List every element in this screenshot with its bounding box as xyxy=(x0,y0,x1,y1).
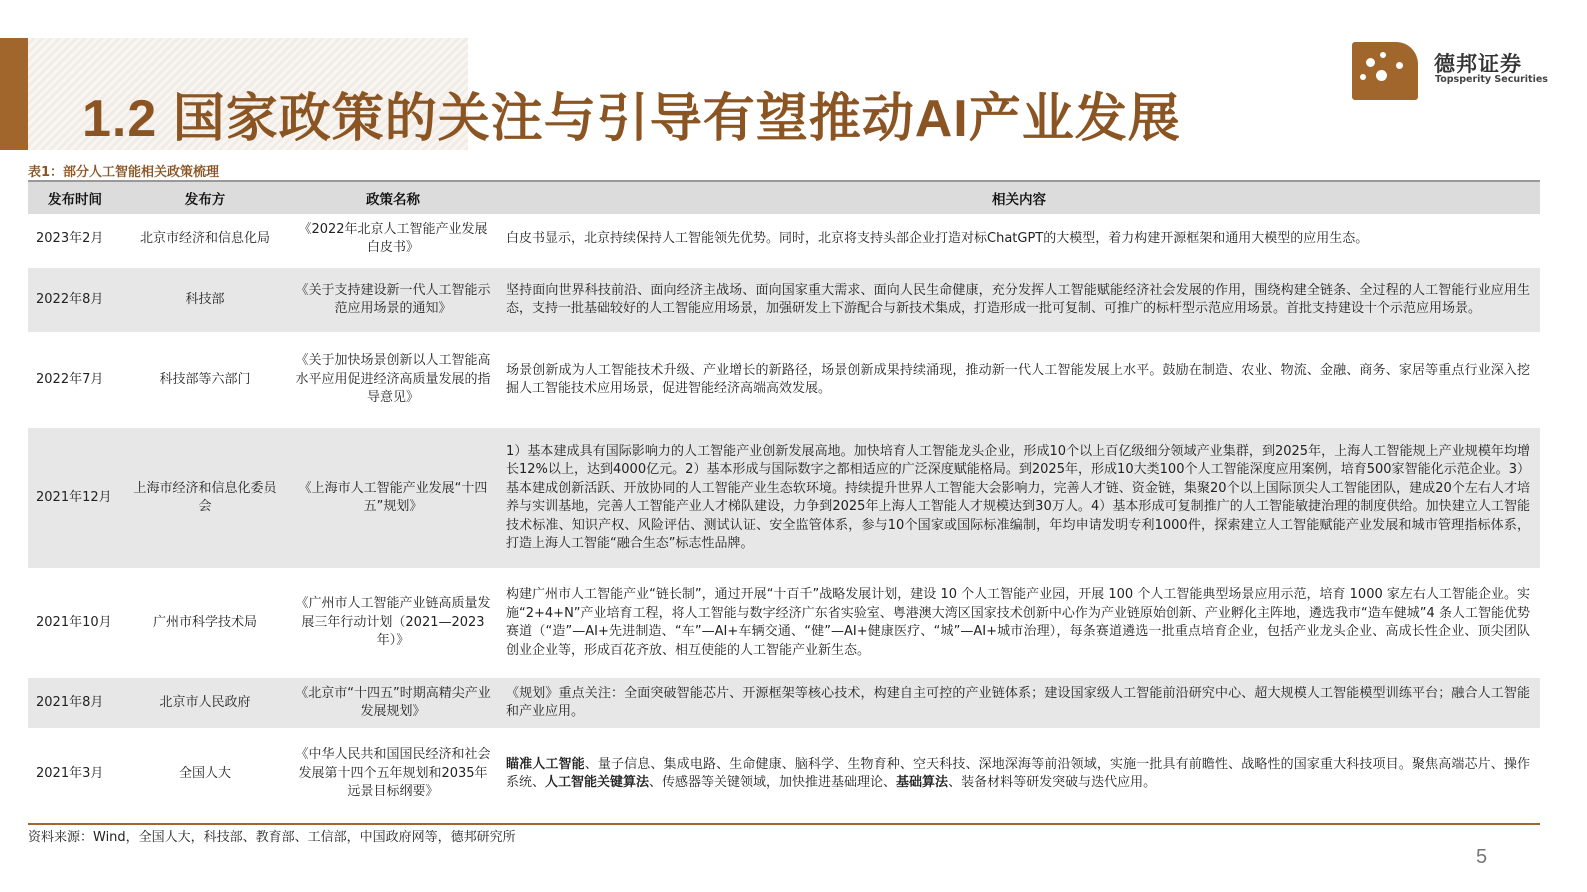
cell-date: 2021年8月 xyxy=(28,676,122,730)
page-number: 5 xyxy=(1476,846,1488,868)
table-row xyxy=(28,570,1540,676)
cell-policy: 《广州市人工智能产业链高质量发展三年行动计划（2021—2023年）》 xyxy=(288,570,498,676)
cell-content: 场景创新成为人工智能技术升级、产业增长的新路径，场景创新成果持续涌现，推动新一代人工智能发展上水平。鼓励在制造、农业、物流、金融、商务、家居等重点行业深入挖掘人工智能技术应用场景，促进智能经济高端高效发展。 xyxy=(498,334,1540,426)
cell-date: 2021年3月 xyxy=(28,730,122,818)
policy-table xyxy=(28,180,1540,820)
source-note: 资料来源：Wind，全国人大，科技部、教育部、工信部，中国政府网等，德邦研究所 xyxy=(28,830,516,845)
company-logo xyxy=(1352,42,1548,104)
column-header-date: 发布时间 xyxy=(28,181,122,214)
logo-english-name: Topsperity Securities xyxy=(1435,74,1548,85)
cell-policy: 《关于加快场景创新以人工智能高水平应用促进经济高质量发展的指导意见》 xyxy=(288,334,498,426)
bold-phrase: 基础算法 xyxy=(896,775,949,790)
cell-publisher: 全国人大 xyxy=(122,730,288,818)
cell-content: 《规划》重点关注：全面突破智能芯片、开源框架等核心技术，构建自主可控的产业链体系；建设国家级人工智能前沿研究中心、超大规模人工智能模型训练平台；融合人工智能和产业应用。 xyxy=(498,676,1540,730)
logo-chinese-name: 德邦证券 xyxy=(1434,52,1522,76)
cell-date: 2021年12月 xyxy=(28,426,122,570)
table-row xyxy=(28,334,1540,426)
cell-content: 瞄准人工智能、量子信息、集成电路、生命健康、脑科学、生物育种、空天科技、深地深海等前沿领域，实施一批具有前瞻性、战略性的国家重大科技项目。聚焦高端芯片、操作系统、人工智能关键算法、传感器等关键领域，加快推进基础理论、基础算法、装备材料等研发突破与迭代应用。 xyxy=(498,730,1540,818)
cell-content: 坚持面向世界科技前沿、面向经济主战场、面向国家重大需求、面向人民生命健康，充分发挥人工智能赋能经济社会发展的作用，围绕构建全链条、全过程的人工智能行业应用生态，支持一批基础较好的人工智能应用场景，加强研发上下游配合与新技术集成，打造形成一批可复制、可推广的标杆型示范应用场景。首批支持建设十个示范应用场景。 xyxy=(498,266,1540,334)
cell-content: 白皮书显示，北京持续保持人工智能领先优势。同时，北京将支持头部企业打造对标ChatGPT的大模型，着力构建开源框架和通用大模型的应用生态。 xyxy=(498,214,1540,266)
cell-date: 2022年8月 xyxy=(28,266,122,334)
column-header-content: 相关内容 xyxy=(498,181,1540,214)
cell-publisher: 上海市经济和信息化委员会 xyxy=(122,426,288,570)
cell-policy: 《2022年北京人工智能产业发展白皮书》 xyxy=(288,214,498,266)
cell-date: 2023年2月 xyxy=(28,214,122,266)
cell-policy: 《中华人民共和国国民经济和社会发展第十四个五年规划和2035年远景目标纲要》 xyxy=(288,730,498,818)
cell-policy: 《上海市人工智能产业发展“十四五”规划》 xyxy=(288,426,498,570)
cell-publisher: 科技部 xyxy=(122,266,288,334)
table-caption: 表1：部分人工智能相关政策梳理 xyxy=(28,165,220,180)
cell-date: 2022年7月 xyxy=(28,334,122,426)
table-row xyxy=(28,214,1540,266)
cell-date: 2021年10月 xyxy=(28,570,122,676)
cell-publisher: 广州市科学技术局 xyxy=(122,570,288,676)
table-row xyxy=(28,730,1540,818)
column-header-policy: 政策名称 xyxy=(288,181,498,214)
table-row xyxy=(28,426,1540,570)
table-header-row xyxy=(28,181,1540,214)
bold-phrase: 瞄准人工智能 xyxy=(506,756,585,772)
page-title: 1.2 国家政策的关注与引导有望推动AI产业发展 xyxy=(82,90,1181,148)
cell-policy: 《北京市“十四五”时期高精尖产业发展规划》 xyxy=(288,676,498,730)
bold-phrase: 人工智能关键算法 xyxy=(545,775,650,790)
cell-publisher: 科技部等六部门 xyxy=(122,334,288,426)
cell-publisher: 北京市经济和信息化局 xyxy=(122,214,288,266)
cell-content: 构建广州市人工智能产业“链长制”，通过开展“十百千”战略发展计划，建设 10 个人工智能产业园，开展 100 个人工智能典型场景应用示范，培育 1000 家左右人工智能企业。实施“2+4+N”产业培育工程，将人工智能与数字经济广东省实验室、粤港澳大湾区国家技术创新中心作为产业链原始创新、产业孵化主阵地，遴选我市“造车健城”4 条人工智能优势赛道（“造”—AI+先进制造、“车”—AI+车辆交通、“健”—AI+健康医疗、“城”—AI+城市治理），每条赛道遴选一批重点培育企业，包括产业龙头企业、高成长性企业、顶尖团队创业企业等，形成百花齐放、相互使能的人工智能产业新生态。 xyxy=(498,570,1540,676)
cell-policy: 《关于支持建设新一代人工智能示范应用场景的通知》 xyxy=(288,266,498,334)
footer-divider xyxy=(28,823,1540,825)
cell-content: 1）基本建成具有国际影响力的人工智能产业创新发展高地。加快培育人工智能龙头企业，形成10个以上百亿级细分领域产业集群，到2025年，上海人工智能规上产业规模年均增长12%以上，达到4000亿元。2）基本形成与国际数字之都相适应的广泛深度赋能格局。到2025年，形成10大类100个人工智能深度应用案例，培育500家智能化示范企业。3）基本建成创新活跃、开放协同的人工智能产业生态软环境。持续提升世界人工智能大会影响力，完善人才链、资金链，集聚20个以上国际顶尖人工智能团队，建成20个左右人才培养与实训基地，完善人工智能产业人才梯队建设，力争到2025年上海人工智能人才规模达到30万人。4）基本形成可复制推广的人工智能敏捷治理的制度供给。加快建立人工智能技术标准、知识产权、风险评估、测试认证、安全监管体系，参与10个国家或国际标准编制，年均申请发明专利1000件，探索建立人工智能赋能产业发展和城市管理指标体系，打造上海人工智能“融合生态”标志性品牌。 xyxy=(498,426,1540,570)
table-row xyxy=(28,266,1540,334)
title-accent-bar xyxy=(0,38,28,150)
column-header-publisher: 发布方 xyxy=(122,181,288,214)
logo-mark-icon xyxy=(1352,42,1418,100)
cell-publisher: 北京市人民政府 xyxy=(122,676,288,730)
table-row xyxy=(28,676,1540,730)
